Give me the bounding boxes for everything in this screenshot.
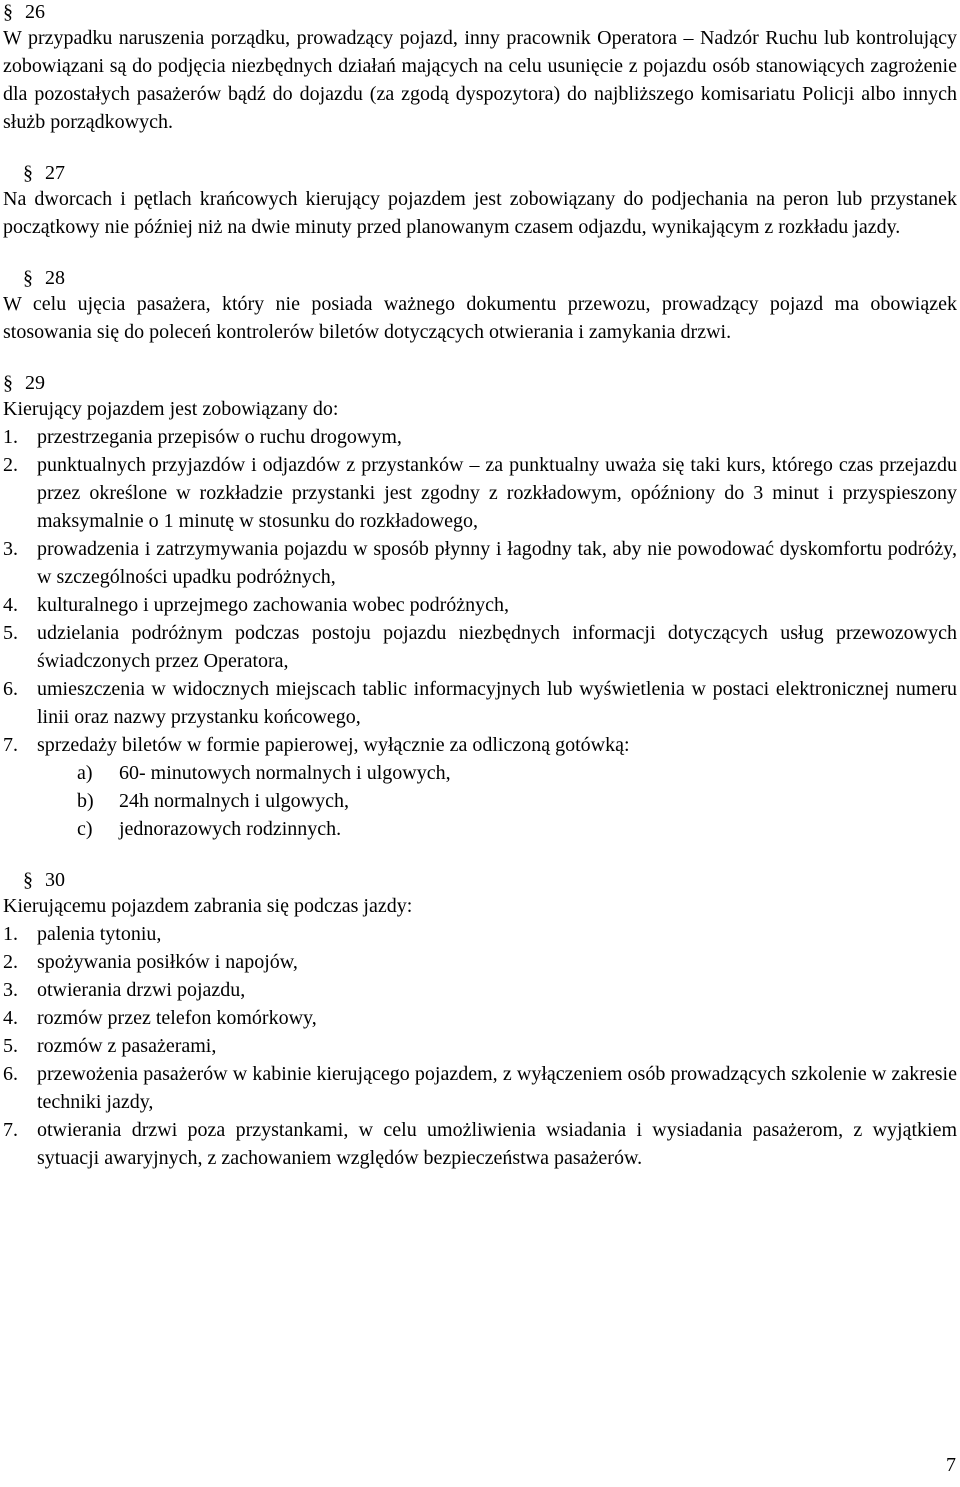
section-text: W przypadku naruszenia porządku, prowadzący pojazd, inny pracownik Operatora – Nadzór Ruchu lub kontrolujący zobowiązani są do podjęcia niezbędnych działań mających na celu usunięcie z pojazdu osób stanowiących zagrożenie dla pozostałych pasażerów bądź do dojazdu (za zgodą dyspozytora) do najbliższego komisariatu Policji albo innych służb porządkowych. — [3, 27, 957, 133]
list-item: 7. otwierania drzwi poza przystankami, w celu umożliwienia wsiadania i wysiadania pasażerom, z wyjątkiem sytuacji awaryjnych, z zachowaniem względów bezpieczeństwa pasażerów. — [3, 1119, 957, 1169]
section-intro: Kierujący pojazdem jest zobowiązany do: — [3, 398, 339, 420]
section-number: 27 — [45, 162, 65, 184]
list-item: 2. spożywania posiłków i napojów, — [3, 951, 298, 973]
section-text: W celu ujęcia pasażera, który nie posiada ważnego dokumentu przewozu, prowadzący pojazd ma obowiązek stosowania się do poleceń kontrolerów biletów dotyczących otwierania i zamykania drzwi. — [3, 293, 957, 343]
obligations-list — [3, 423, 957, 759]
sub-list-item: b) 24h normalnych i ulgowych, — [77, 790, 349, 812]
section-28 — [3, 266, 957, 346]
section-sign: § — [23, 267, 33, 289]
section-intro: Kierującemu pojazdem zabrania się podczas jazdy: — [3, 895, 413, 917]
list-item: 2. punktualnych przyjazdów i odjazdów z przystanków – za punktualny uważa się taki kurs, którego czas przejazdu przez określone w rozkładzie przystanki jest zgodny z rozkładowym, opóźniony do 3 minut i przyspieszony maksymalnie o 1 minutę w stosunku do rozkładowego, — [3, 454, 957, 532]
section-number: 26 — [25, 1, 45, 23]
section-sign: § — [3, 1, 13, 23]
list-item: 7. sprzedaży biletów w formie papierowej, wyłącznie za odliczoną gotówką: — [3, 734, 630, 756]
document-page — [3, 0, 957, 1172]
section-30 — [3, 868, 957, 1172]
list-item: 1. palenia tytoniu, — [3, 923, 162, 945]
section-sign: § — [23, 869, 33, 891]
section-27 — [3, 161, 957, 241]
section-heading — [3, 868, 957, 892]
ticket-types-list — [3, 759, 957, 843]
prohibitions-list — [3, 920, 957, 1172]
section-heading — [3, 371, 957, 395]
list-item: 3. otwierania drzwi pojazdu, — [3, 979, 246, 1001]
list-item: 5. rozmów z pasażerami, — [3, 1035, 217, 1057]
section-heading — [3, 0, 957, 24]
list-item: 4. rozmów przez telefon komórkowy, — [3, 1007, 317, 1029]
page-number: 7 — [946, 1454, 956, 1476]
list-item: 4. kulturalnego i uprzejmego zachowania wobec podróżnych, — [3, 594, 510, 616]
section-29 — [3, 371, 957, 843]
list-item: 5. udzielania podróżnym podczas postoju pojazdu niezbędnych informacji dotyczących usług przewozowych świadczonych przez Operatora, — [3, 622, 957, 672]
sub-list-item: c) jednorazowych rodzinnych. — [77, 818, 342, 840]
section-number: 29 — [25, 372, 45, 394]
section-sign: § — [23, 162, 33, 184]
list-item: 6. przewożenia pasażerów w kabinie kierującego pojazdem, z wyłączeniem osób prowadzących szkolenie w zakresie techniki jazdy, — [3, 1063, 957, 1113]
list-item: 6. umieszczenia w widocznych miejscach tablic informacyjnych lub wyświetlenia w postaci elektronicznej numeru linii oraz nazwy przystanku końcowego, — [3, 678, 957, 728]
sub-list-item: a) 60- minutowych normalnych i ulgowych, — [77, 762, 451, 784]
section-heading — [3, 161, 957, 185]
section-text: Na dworcach i pętlach krańcowych kierujący pojazdem jest zobowiązany do podjechania na peron lub przystanek początkowy nie później niż na dwie minuty przed planowanym czasem odjazdu, wynikającym z rozkładu jazdy. — [3, 188, 957, 238]
list-item: 1. przestrzegania przepisów o ruchu drogowym, — [3, 426, 402, 448]
section-sign: § — [3, 372, 13, 394]
section-26 — [3, 0, 957, 136]
list-item: 3. prowadzenia i zatrzymywania pojazdu w sposób płynny i łagodny tak, aby nie powodować dyskomfortu podróży, w szczególności upadku podróżnych, — [3, 538, 957, 588]
section-number: 28 — [45, 267, 65, 289]
section-number: 30 — [45, 869, 65, 891]
section-heading — [3, 266, 957, 290]
